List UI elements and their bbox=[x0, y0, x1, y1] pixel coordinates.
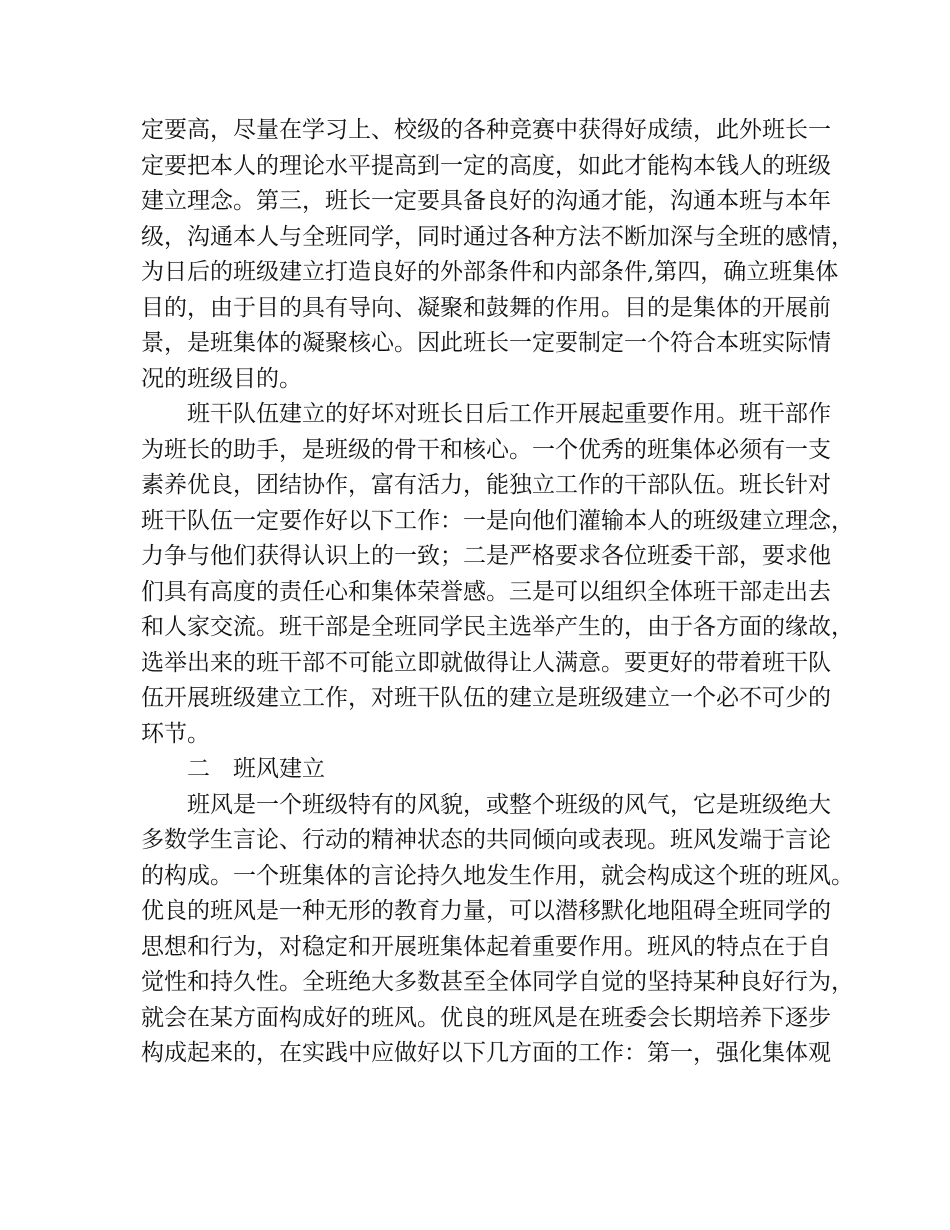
paragraph-class-monitor-requirements bbox=[141, 113, 854, 397]
text-line: 定要把本人的理论水平提高到一定的高度，如此才能构本钱人的班级 bbox=[141, 152, 831, 179]
text-line: 构成起来的，在实践中应做好以下几方面的工作：第一，强化集体观 bbox=[141, 1040, 831, 1066]
text-line: 就会在某方面构成好的班风。优良的班风是在班委会长期培养下逐步 bbox=[141, 1004, 831, 1031]
paragraph-class-style bbox=[141, 788, 854, 1072]
text-line: 的构成。一个班集体的言论持久地发生作用，就会构成这个班的班风。 bbox=[141, 862, 854, 889]
text-line: 景，是班集体的凝聚核心。因此班长一定要制定一个符合本班实际情 bbox=[141, 330, 831, 356]
text-line: 为日后的班级建立打造良好的外部条件和内部条件,第四，确立班集体 bbox=[141, 259, 839, 285]
text-line: 班干队伍建立的好坏对班长日后工作开展起重要作用。班干部作 bbox=[187, 401, 831, 427]
text-line: 们具有高度的责任心和集体荣誉感。三是可以组织全体班干部走出去 bbox=[141, 578, 831, 605]
text-line: 环节。 bbox=[141, 720, 210, 747]
text-line: 选举出来的班干部不可能立即就做得让人满意。要更好的带着班干队 bbox=[141, 649, 831, 676]
text-line: 多数学生言论、行动的精神状态的共同倾向或表现。班风发端于言论 bbox=[141, 827, 831, 853]
text-line: 思想和行为，对稳定和开展班集体起着重要作用。班风的特点在于自 bbox=[141, 933, 831, 960]
text-line: 和人家交流。班干部是全班同学民主选举产生的，由于各方面的缘故， bbox=[141, 614, 854, 640]
text-line: 目的，由于目的具有导向、凝聚和鼓舞的作用。目的是集体的开展前 bbox=[141, 294, 831, 321]
text-line: 为班长的助手，是班级的骨干和核心。一个优秀的班集体必须有一支 bbox=[141, 436, 831, 463]
text-line: 建立理念。第三，班长一定要具备良好的沟通才能，沟通本班与本年 bbox=[141, 188, 831, 214]
text-line: 班干队伍一定要作好以下工作：一是向他们灌输本人的班级建立理念， bbox=[141, 507, 854, 534]
text-line: 班风是一个班级特有的风貌，或整个班级的风气，它是班级绝大 bbox=[187, 791, 831, 818]
text-line: 觉性和持久性。全班绝大多数甚至全体同学自觉的坚持某种良好行为， bbox=[141, 969, 854, 995]
document-body bbox=[141, 113, 854, 1072]
text-line: 况的班级目的。 bbox=[141, 365, 302, 392]
text-line: 定要高，尽量在学习上、校级的各种竞赛中获得好成绩，此外班长一 bbox=[141, 117, 831, 143]
text-line: 伍开展班级建立工作，对班干队伍的建立是班级建立一个必不可少的 bbox=[141, 685, 831, 711]
text-line: 力争与他们获得认识上的一致；二是严格要求各位班委干部，要求他 bbox=[141, 543, 831, 569]
paragraph-class-cadre-team bbox=[141, 397, 854, 752]
text-line: 素养优良，团结协作，富有活力，能独立工作的干部队伍。班长针对 bbox=[141, 472, 831, 498]
text-line: 优良的班风是一种无形的教育力量，可以潜移默化地阻碍全班同学的 bbox=[141, 898, 831, 924]
text-line: 级，沟通本人与全班同学，同时通过各种方法不断加深与全班的感情， bbox=[141, 223, 854, 250]
section-heading: 二 班风建立 bbox=[187, 756, 325, 782]
